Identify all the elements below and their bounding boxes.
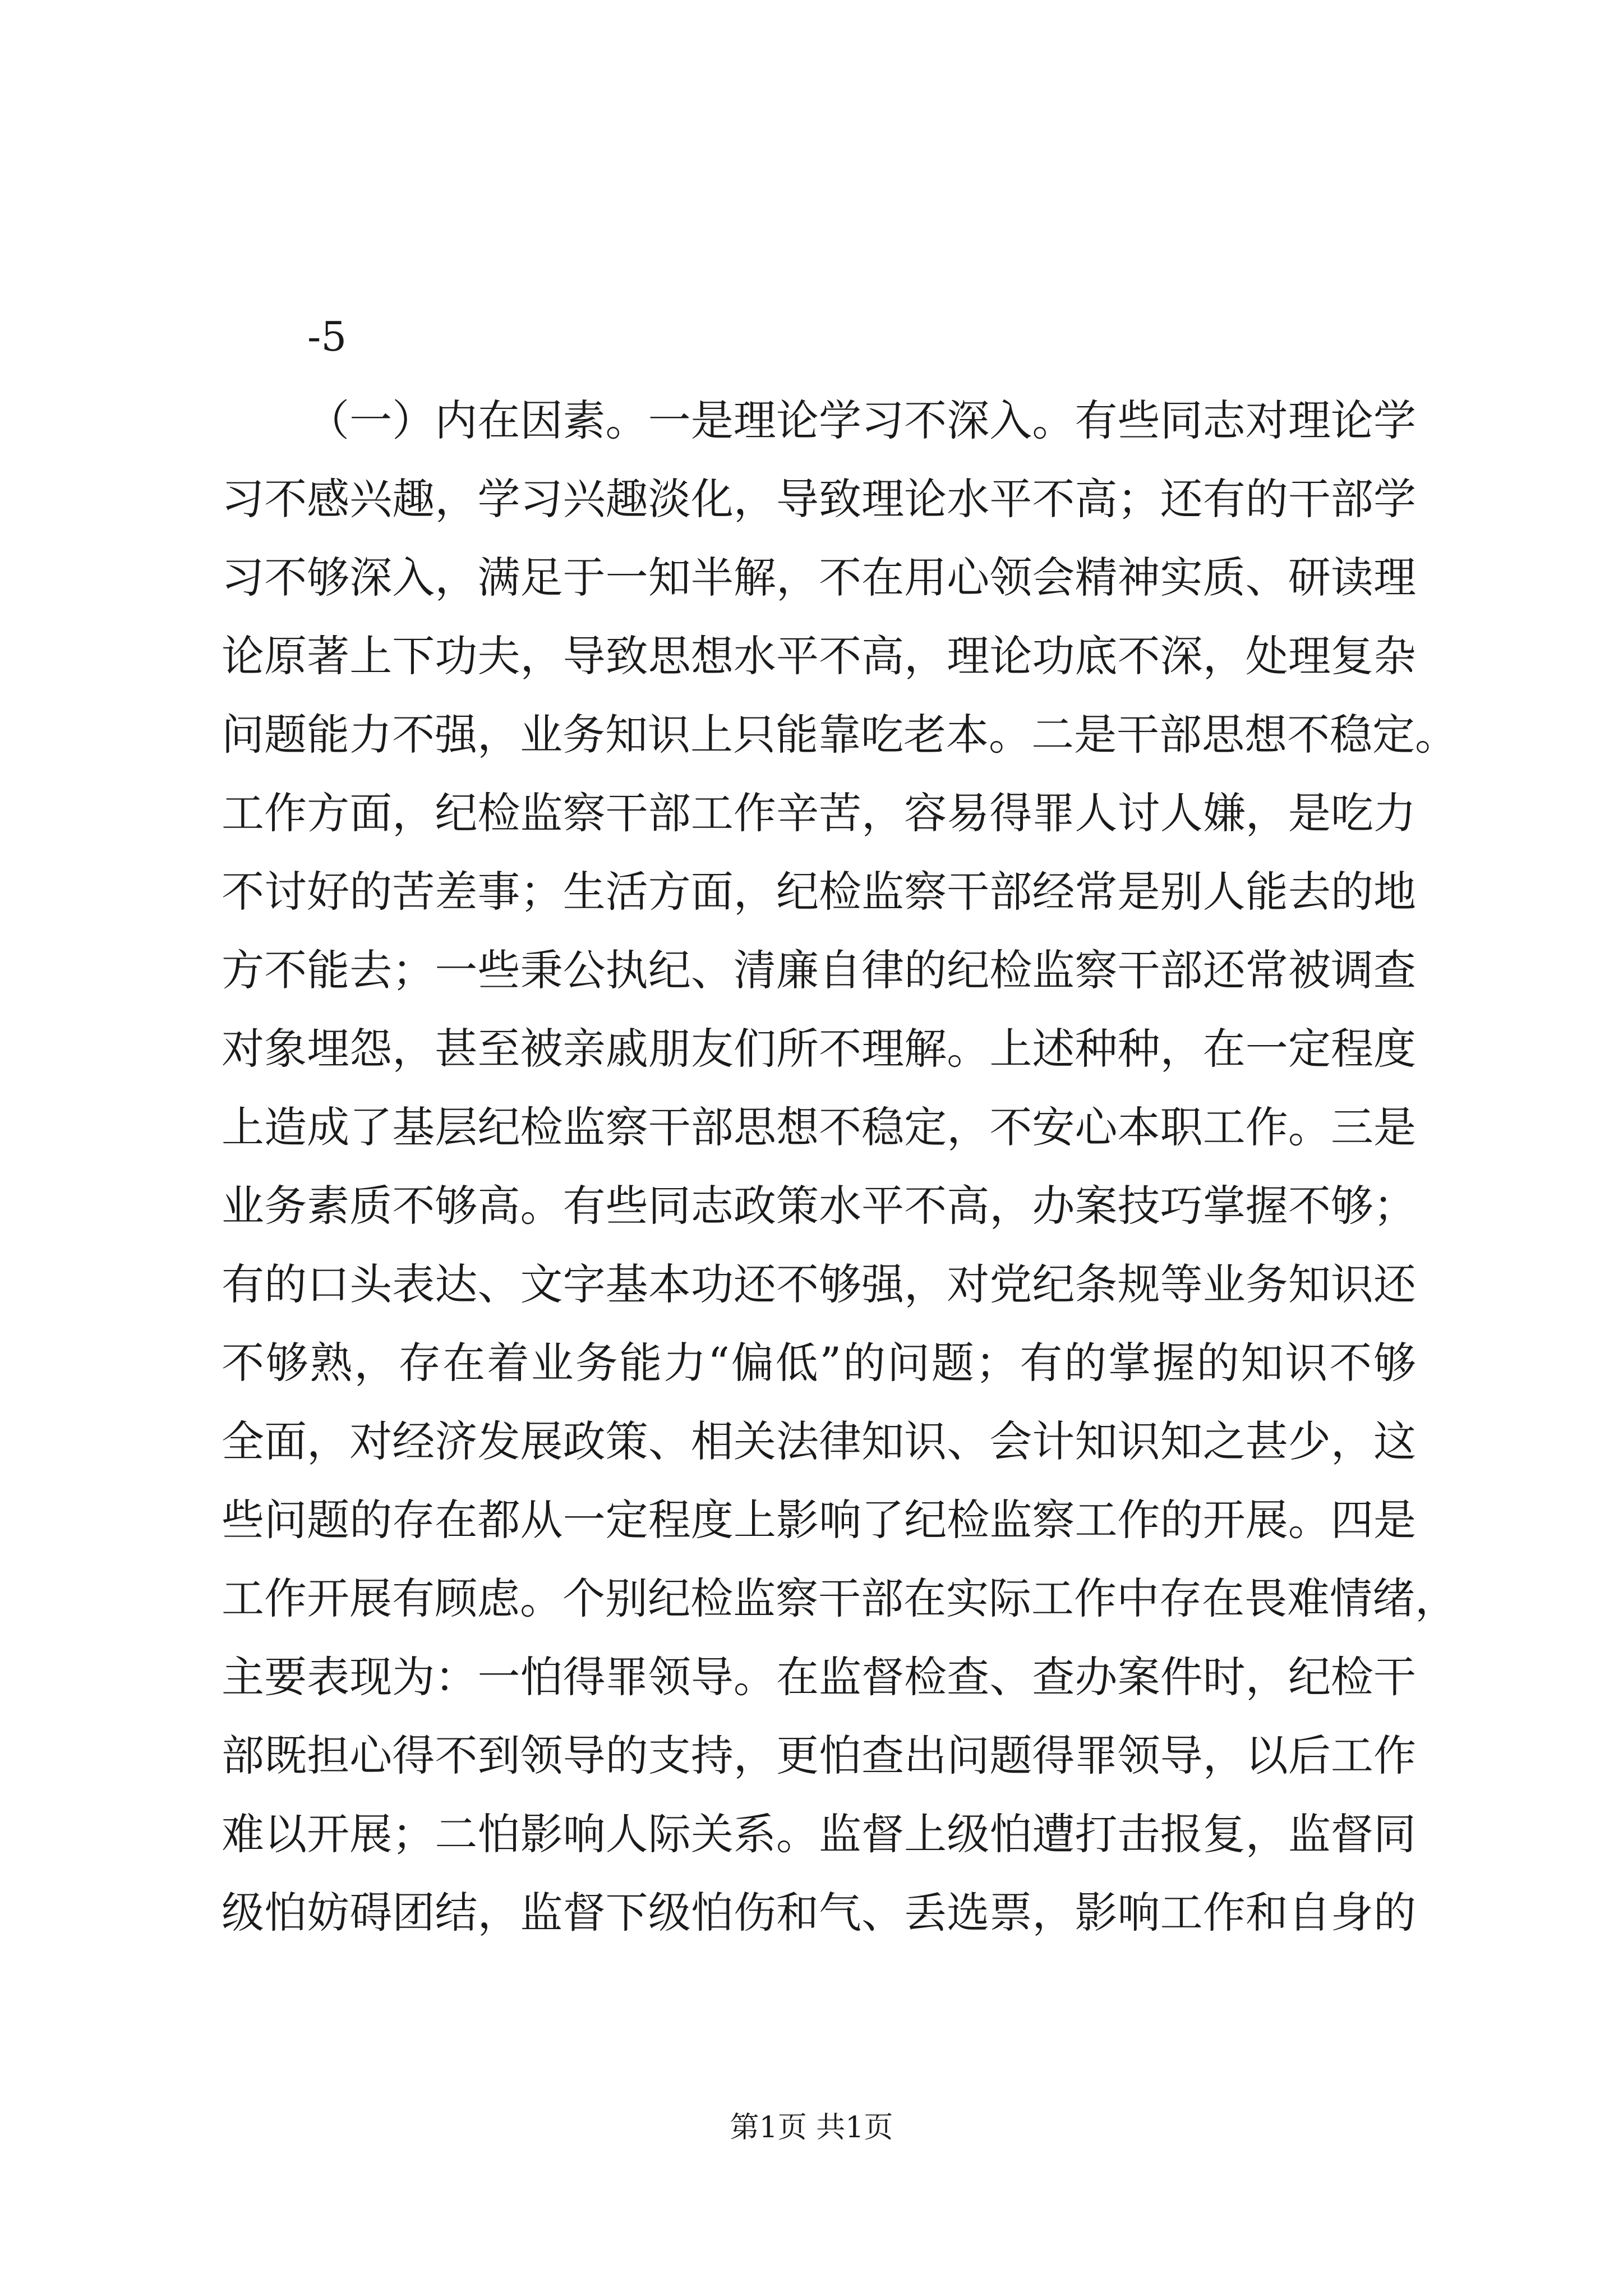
paragraph-line: 难以开展；二怕影响人际关系。监督上级怕遭打击报复，监督同 [222,1809,1416,1859]
paragraph-line: 些问题的存在都从一定程度上影响了纪检监察工作的开展。四是 [222,1495,1416,1545]
paragraph-line: 有的口头表达、文字基本功还不够强，对党纪条规等业务知识还 [222,1259,1416,1309]
paragraph-line: 级怕妨碍团结，监督下级怕伤和气、丢选票，影响工作和自身的 [222,1888,1416,1938]
paragraph-line: 全面，对经济发展政策、相关法律知识、会计知识知之甚少，这 [222,1416,1416,1466]
paragraph-line: 不讨好的苦差事；生活方面，纪检监察干部经常是别人能去的地 [222,867,1416,917]
paragraph-line: 习不感兴趣，学习兴趣淡化，导致理论水平不高；还有的干部学 [222,474,1416,524]
paragraph-line: 工作方面，纪检监察干部工作辛苦，容易得罪人讨人嫌，是吃力 [222,788,1416,838]
paragraph-line: 习不够深入，满足于一知半解，不在用心领会精神实质、研读理 [222,553,1416,602]
paragraph-line: 部既担心得不到领导的支持，更怕查出问题得罪领导，以后工作 [222,1731,1416,1780]
paragraph-line: 对象埋怨，甚至被亲戚朋友们所不理解。上述种种，在一定程度 [222,1024,1416,1074]
paragraph-line: 主要表现为：一怕得罪领导。在监督检查、查办案件时，纪检干 [222,1652,1416,1702]
paragraph-line: 方不能去；一些秉公执纪、清廉自律的纪检监察干部还常被调查 [222,945,1416,995]
paragraph-line: （一）内在因素。一是理论学习不深入。有些同志对理论学 [307,395,1416,445]
paragraph-line: 工作开展有顾虑。个别纪检监察干部在实际工作中存在畏难情绪， [222,1573,1458,1623]
section-marker: -5 [307,313,347,360]
paragraph-line: 业务素质不够高。有些同志政策水平不高，办案技巧掌握不够； [222,1181,1416,1231]
paragraph-line: 上造成了基层纪检监察干部思想不稳定，不安心本职工作。三是 [222,1102,1416,1152]
paragraph-line: 论原著上下功夫，导致思想水平不高，理论功底不深，处理复杂 [222,631,1416,681]
paragraph-line: 不够熟，存在着业务能力“偏低”的问题；有的掌握的知识不够 [222,1338,1416,1388]
page-footer: 第1页 共1页 [730,2111,893,2145]
paragraph-line: 问题能力不强，业务知识上只能靠吃老本。二是干部思想不稳定。 [222,710,1458,760]
body-paragraph [222,381,1458,1952]
